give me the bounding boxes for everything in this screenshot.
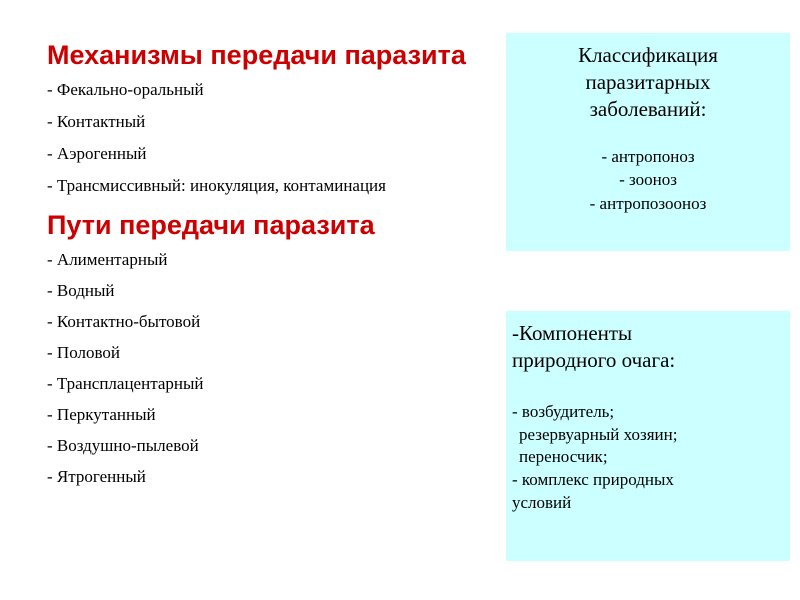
components-title xyxy=(506,311,790,375)
list-item: - Алиментарный xyxy=(47,250,168,270)
components-title-line-2: природного очага: xyxy=(512,348,676,373)
list-item: - Перкутанный xyxy=(47,405,156,425)
list-item: - Половой xyxy=(47,343,120,363)
classification-title xyxy=(506,33,790,123)
list-item: - Трансмиссивный: инокуляция, контаминация xyxy=(47,176,386,196)
list-item: - Ятрогенный xyxy=(47,467,146,487)
list-item: - Водный xyxy=(47,281,115,301)
list-item: - антропоноз xyxy=(601,146,695,166)
list-item: - Фекально-оральный xyxy=(47,80,204,100)
list-item: условий xyxy=(512,493,572,513)
classification-title-line-3: заболеваний: xyxy=(589,96,707,121)
classification-callout-box xyxy=(506,33,790,251)
page-title: Механизмы передачи паразита xyxy=(47,40,466,70)
classification-list xyxy=(506,123,790,215)
list-item: резервуарный хозяин; xyxy=(519,424,678,444)
list-item: - возбудитель; xyxy=(512,401,615,421)
components-callout-box xyxy=(506,311,790,561)
classification-title-line-2: паразитарных xyxy=(585,69,711,94)
list-item: - Аэрогенный xyxy=(47,144,147,164)
components-title-line-1: -Компоненты xyxy=(512,321,633,345)
list-item: - зооноз xyxy=(619,170,677,190)
list-item: - Контактно-бытовой xyxy=(47,312,201,332)
list-item: - комплекс природных xyxy=(512,470,674,490)
list-item: - Трансплацентарный xyxy=(47,374,204,394)
left-content-column xyxy=(47,40,517,499)
list-item: - Контактный xyxy=(47,112,146,132)
section-title-routes: Пути передачи паразита xyxy=(47,210,375,241)
list-item: - антропозооноз xyxy=(589,193,707,213)
components-list xyxy=(506,375,790,516)
classification-title-line-1: Классификация xyxy=(578,43,718,67)
list-item: переносчик; xyxy=(519,447,608,467)
list-item: - Воздушно-пылевой xyxy=(47,436,199,456)
